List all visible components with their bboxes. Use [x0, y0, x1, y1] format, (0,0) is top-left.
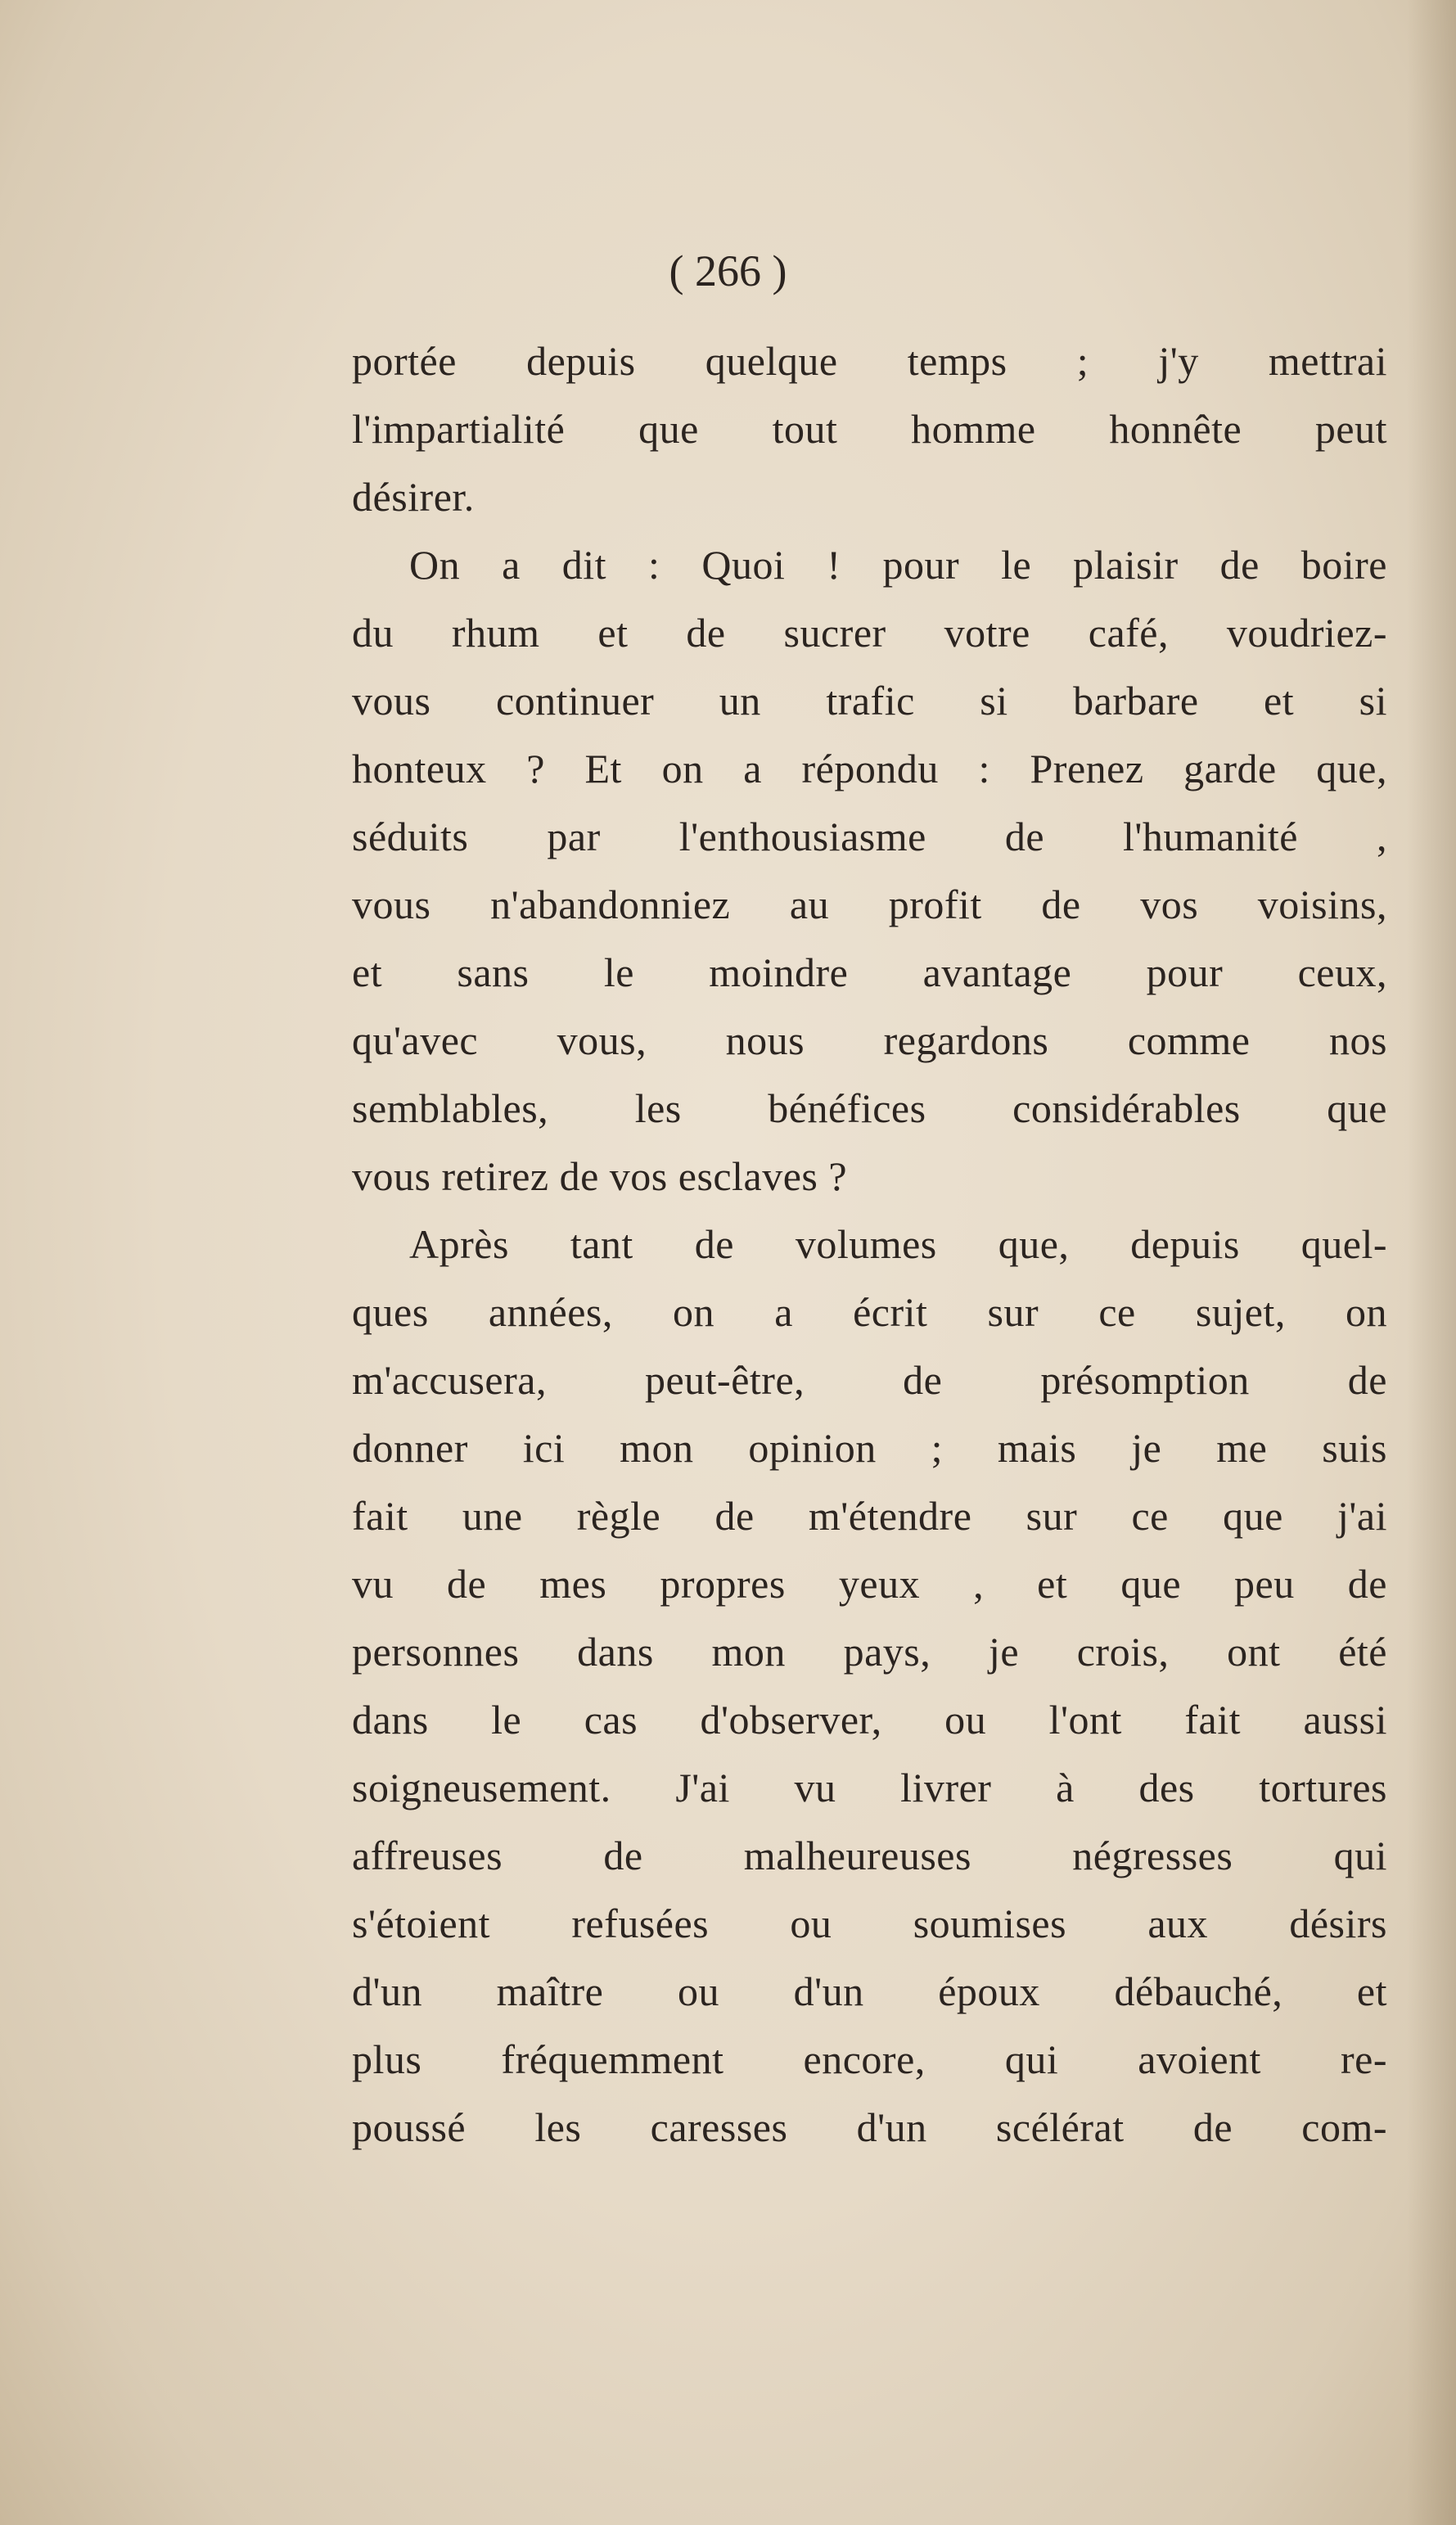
text-line: d'un maître ou d'un époux débauché, et: [352, 1968, 1387, 2014]
text-line: vu de mes propres yeux , et que peu de: [352, 1561, 1387, 1607]
text-line: affreuses de malheureuses négresses qui: [352, 1833, 1387, 1878]
text-line: dans le cas d'observer, ou l'ont fait aussi: [352, 1697, 1387, 1743]
text-line: séduits par l'enthousiasme de l'humanité ,: [352, 814, 1387, 859]
text-line: portée depuis quelque temps ; j'y mettrai: [352, 338, 1387, 384]
text-line: désirer.: [352, 474, 475, 520]
text-line: m'accusera, peut-être, de présomption de: [352, 1357, 1387, 1403]
text-line: fait une règle de m'étendre sur ce que j'ai: [352, 1493, 1387, 1539]
text-line: vous n'abandonniez au profit de vos voisins,: [352, 881, 1387, 927]
text-line: poussé les caresses d'un scélérat de com-: [352, 2104, 1387, 2150]
text-line: personnes dans mon pays, je crois, ont été: [352, 1629, 1387, 1675]
text-line: s'étoient refusées ou soumises aux désirs: [352, 1901, 1387, 1946]
page-number: ( 266 ): [669, 246, 787, 295]
text-line: ques années, on a écrit sur ce sujet, on: [352, 1289, 1387, 1335]
text-line: honteux ? Et on a répondu : Prenez garde que,: [352, 746, 1387, 791]
text-line: semblables, les bénéfices considérables que: [352, 1085, 1387, 1131]
text-line: vous retirez de vos esclaves ?: [352, 1153, 848, 1199]
text-line: vous continuer un trafic si barbare et si: [352, 678, 1387, 724]
text-line: soigneusement. J'ai vu livrer à des tortures: [352, 1765, 1387, 1810]
page-edge-shadow: [1407, 0, 1456, 2525]
text-line: qu'avec vous, nous regardons comme nos: [352, 1017, 1387, 1063]
text-block: [352, 327, 1387, 2162]
text-line: Après tant de volumes que, depuis quel-: [409, 1221, 1387, 1267]
text-line: l'impartialité que tout homme honnête peut: [352, 406, 1387, 452]
text-line: plus fréquemment encore, qui avoient re-: [352, 2036, 1387, 2082]
text-line: donner ici mon opinion ; mais je me suis: [352, 1425, 1387, 1471]
text-line: On a dit : Quoi ! pour le plaisir de boire: [409, 542, 1387, 588]
text-line: et sans le moindre avantage pour ceux,: [352, 949, 1387, 995]
text-line: du rhum et de sucrer votre café, voudriez-: [352, 610, 1387, 656]
